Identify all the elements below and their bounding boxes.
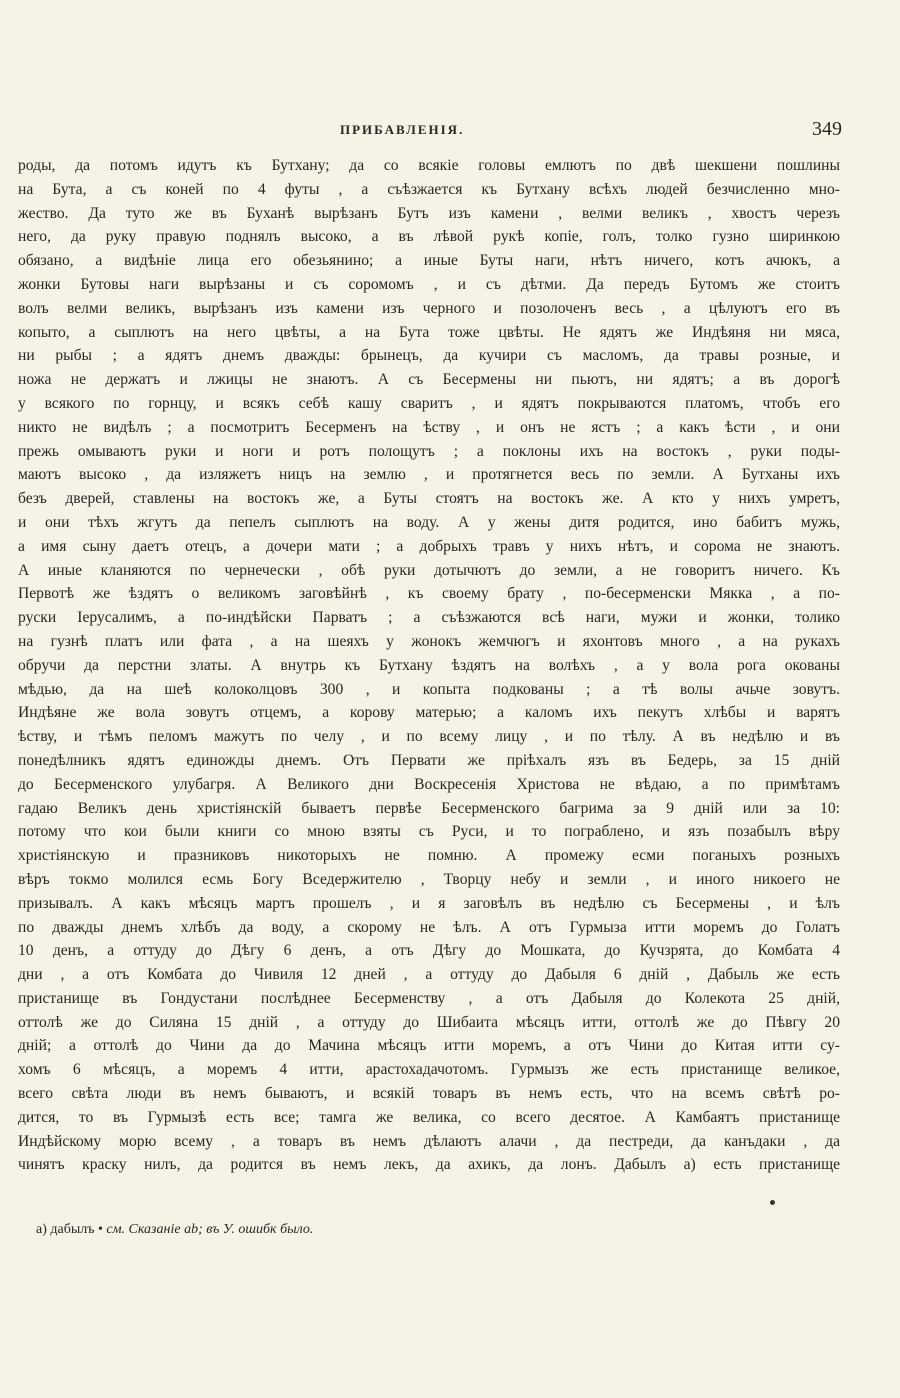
text-line: Индѣяне же вола зовутъ отцемъ, а корову матерью; а каломъ ихъ пекутъ хлѣбы и варятъ <box>18 704 840 722</box>
text-line: руски Іерусалимъ, а по-индѣйски Парватъ ; а съѣзжаются всѣ наги, мужи и жонки, толико <box>18 609 840 627</box>
text-line: всего свѣта люди въ немъ бываютъ, и всякій товаръ въ немъ есть, что на всемъ свѣтѣ ро- <box>18 1085 840 1103</box>
text-line: дни , а отъ Комбата до Чивиля 12 дней , а оттуду до Дабыля 6 днiй , Дабыль же есть <box>18 966 840 984</box>
text-line: призывалъ. А какъ мѣсяцъ мартъ прошелъ , и я заговѣлъ въ недѣлю съ Бесермены , и ѣлъ <box>18 894 840 912</box>
text-line: мѣдью, да на шеѣ колоколцовъ 300 , и копыта подкованы ; а тѣ волы ачьче зовутъ. <box>18 680 840 698</box>
text-line: 10 денъ, а оттуду до Дѣгу 6 денъ, а отъ Дѣгу до Мошката, до Кучзрята, до Комбата 4 <box>18 942 840 960</box>
page-number: 349 <box>812 118 842 140</box>
text-line: потому что кои были книги со мною взяты съ Руси, и то пограблено, и язъ позабылъ вѣру <box>18 823 840 841</box>
text-line: на гузнѣ платъ или фата , а на шеяхъ у жонокъ жемчюгъ и яхонтовъ много , а на рукахъ <box>18 632 840 650</box>
text-line: жонки Бутовы наги вырѣзаны и съ соромомъ , и съ дѣтми. Да передъ Бутомъ же стоитъ <box>18 275 840 293</box>
text-line: волъ велми великъ, вырѣзанъ изъ камени изъ черного и позолоченъ весь , а цѣлуютъ его въ <box>18 299 840 317</box>
text-line: прежь омываютъ руки и ноги и ротъ полощутъ ; а поклоны ихъ на востокъ , руки поды- <box>18 442 840 460</box>
text-line: вѣръ токмо молился есмь Богу Вседержителю , Творцу небу и земли , и иного никоего не <box>18 870 840 888</box>
body-text <box>18 154 840 1177</box>
text-line: до Бесерменского улубагря. А Великого дни Воскресенія Христова не вѣдаю, а по примѣтамъ <box>18 775 840 793</box>
footnote-label: а) дабылъ • <box>36 1222 103 1237</box>
text-line: гадаю Великъ день христіянскій бываетъ первѣе Бесерменского багрима за 9 днiй или за 10: <box>18 799 840 817</box>
text-line: роды, да потомъ идутъ къ Бутхану; да со всякіе головы емлютъ по двѣ шекшени пошлины <box>18 157 840 174</box>
running-head <box>0 118 900 142</box>
text-line: ножа не держатъ и лжицы не знаютъ. А съ Бесермены ни пьютъ, ни ядятъ; а въ дорогѣ <box>18 371 840 389</box>
text-line: Первотѣ же ѣздятъ о великомъ заговѣйнѣ , къ своему брату , по-бесерменски Мякка , а по- <box>18 585 840 603</box>
text-line: хомъ 6 мѣсяцъ, а моремъ 4 итти, арастохадачотомъ. Гурмызъ же есть пристанище великое, <box>18 1061 840 1079</box>
running-title: ПРИБАВЛЕНIЯ. <box>340 122 465 137</box>
text-line: никто не видѣлъ ; а посмотритъ Бесерменъ на ѣству , и онъ не ястъ ; а какъ ѣсти , и они <box>18 418 840 436</box>
footnote-text: см. Сказаніе ab; въ У. ошибк было. <box>106 1222 314 1237</box>
text-line: христіянскую и празниковъ никоторыхъ не помню. А промежу есми поганыхъ розныхъ <box>18 847 840 865</box>
footnote <box>36 1222 313 1238</box>
text-line: днiй; а оттолѣ до Чини да до Мачина мѣсяцъ итти моремъ, а отъ Чини до Китая итти су- <box>18 1037 840 1055</box>
text-line: ѣству, и тѣмъ пеломъ мажутъ по челу , и по всему лицу , и по тѣлу. А въ недѣлю и въ <box>18 728 840 746</box>
text-line: а имя сыну даетъ отецъ, а дочери мати ; а добрыхъ травъ у нихъ нѣтъ, и сорома не знаютъ. <box>18 537 840 555</box>
text-line: копыто, а сыплютъ на него цвѣты, а на Бута тоже цвѣты. Не ядятъ же Индѣяня ни мяса, <box>18 323 840 341</box>
text-line: у всякого по горнцу, и всякъ себѣ кашу сваритъ , и ядятъ покрываются платомъ, чтобъ его <box>18 394 840 412</box>
text-line: обязано, а видѣніе лица его обезьянино; а иные Буты наги, нѣтъ ничего, котъ ачюкъ, а <box>18 252 840 270</box>
text-line: обручи да перстни златы. А внутрь къ Бутхану ѣздятъ на волѣхъ , а у вола рога окованы <box>18 656 840 674</box>
text-line: А иные кланяются по чернечески , обѣ руки дотычютъ до земли, а не говоритъ ничего. Къ <box>18 561 840 579</box>
text-line: ни рыбы ; а ядятъ днемъ дважды: брынецъ, да кучири съ масломъ, да травы розные, и <box>18 347 840 365</box>
text-line: по дважды днемъ хлѣбъ да воду, а скорому не ѣлъ. А отъ Гурмыза итти моремъ до Голатъ <box>18 918 840 936</box>
text-line: жество. Да туто же въ Буханѣ вырѣзанъ Бутъ изъ камени , велми великъ , хвостъ черезъ <box>18 204 840 222</box>
text-line: Индѣйскому морю всему , а товаръ въ немъ дѣлаютъ алачи , да пестреди, да канъдаки , да <box>18 1132 840 1150</box>
ink-dot-mark <box>770 1200 775 1205</box>
text-line: понедѣлникъ ядятъ единожды днемъ. Отъ Первати же пріѣхалъ язъ въ Бедерь, за 15 днiй <box>18 751 840 769</box>
text-line: оттолѣ же до Силяна 15 днiй , а оттуду до Шибаита мѣсяцъ итти, оттолѣ же до Пѣвгу 20 <box>18 1013 840 1031</box>
text-line: маютъ высоко , да изляжетъ ницъ на землю , и протягнется весь по земли. А Бутханы ихъ <box>18 466 840 484</box>
text-line: безъ дверей, ставлены на востокъ же, а Буты стоятъ на востокъ же. А кто у нихъ умретъ, <box>18 490 840 508</box>
text-line: на Бута, а съ коней по 4 футы , а съѣзжается къ Бутхану всѣхъ людей безчисленно мно- <box>18 180 840 198</box>
text-line: пристанище въ Гондустани послѣднее Бесерменству , а отъ Дабыля до Колекота 25 днiй, <box>18 989 840 1007</box>
text-line: и они тѣхъ жгутъ да пепелъ сыплютъ на воду. А у жены дитя родится, ино бабитъ мужь, <box>18 513 840 531</box>
text-line: него, да руку правую поднялъ высоко, а въ лѣвой рукѣ копіе, голъ, толко гузно ширинкою <box>18 228 840 246</box>
text-line: чинятъ краску нилъ, да родится въ немъ лекъ, да ахикъ, да лонъ. Дабылъ а) есть пристанище <box>18 1156 840 1174</box>
text-line: дится, то въ Гурмызѣ есть все; тамга же велика, со всего десятое. А Камбаятъ пристанище <box>18 1108 840 1126</box>
